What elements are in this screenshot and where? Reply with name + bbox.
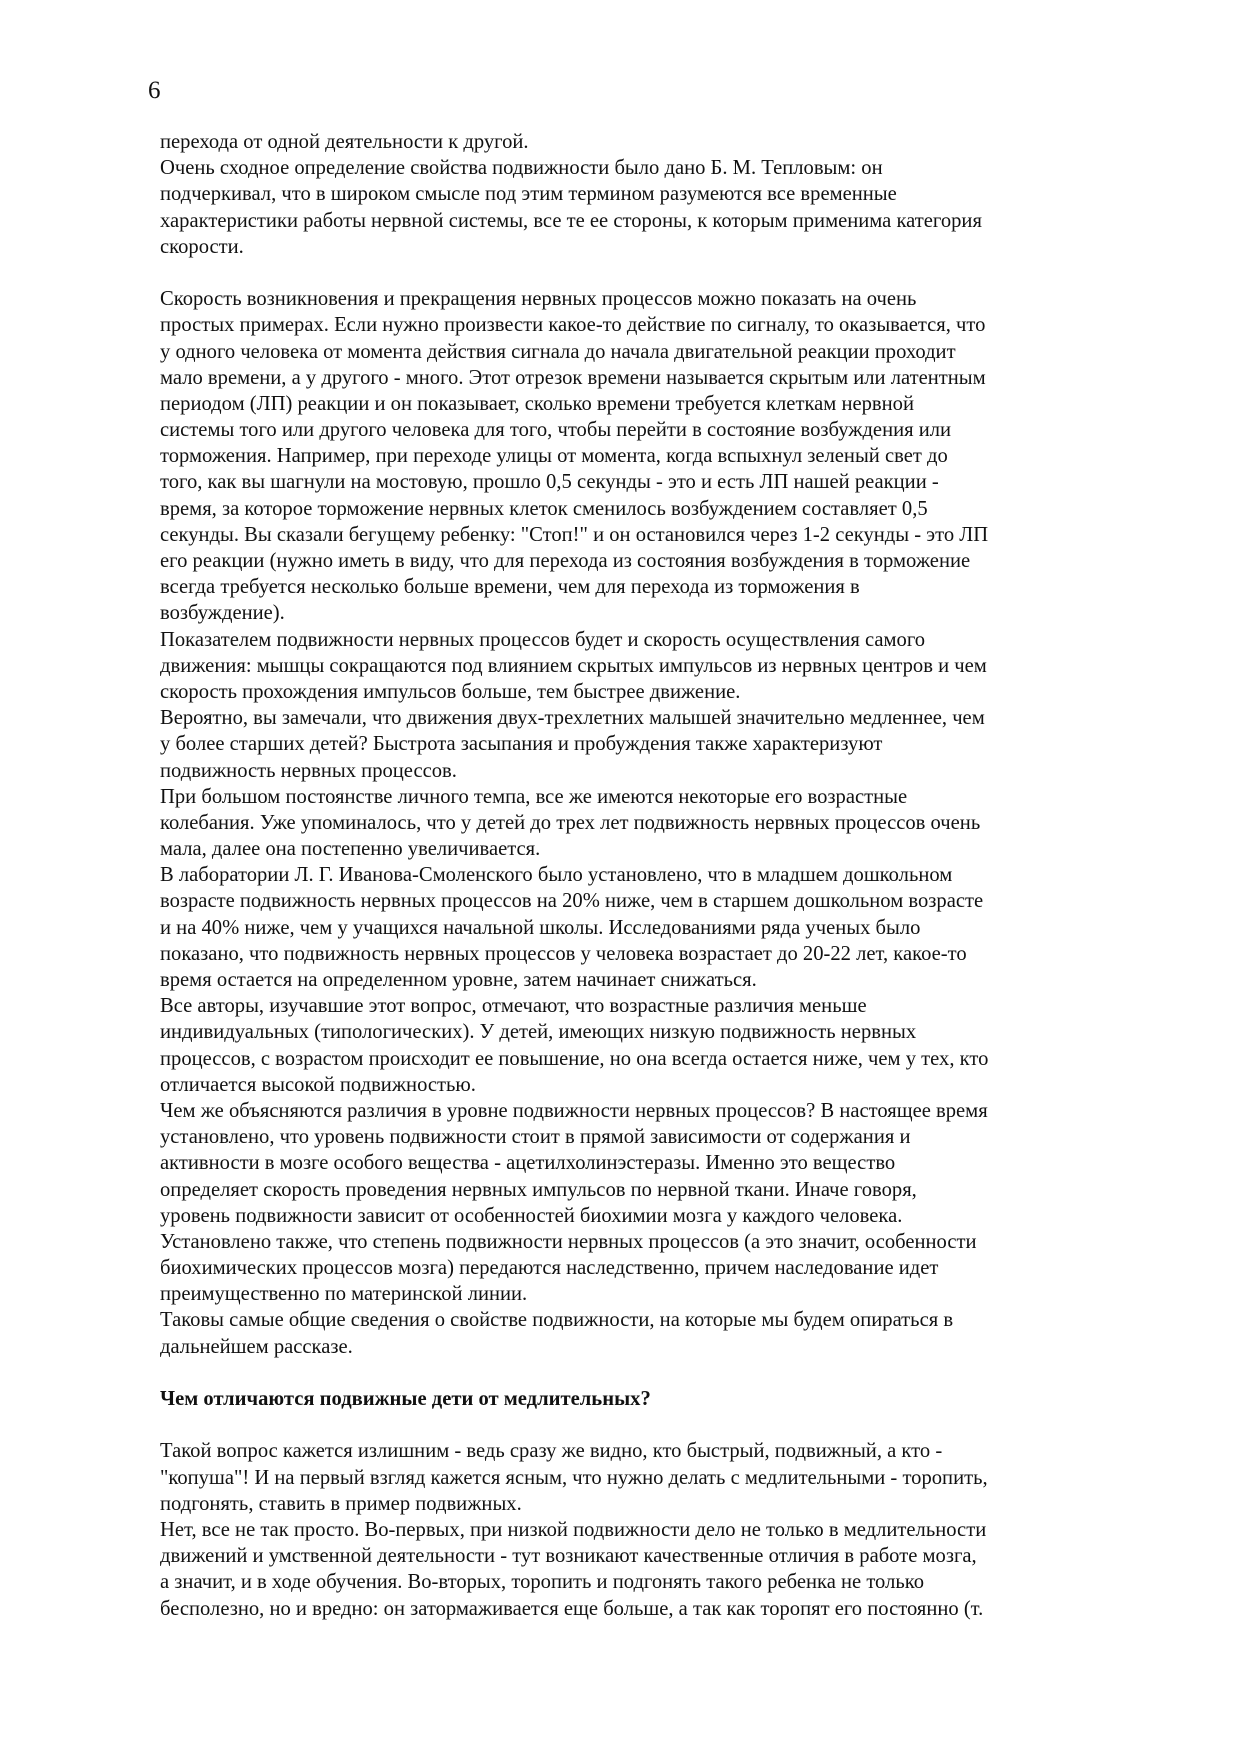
text-line: его реакции (нужно иметь в виду, что для перехода из состояния возбуждения в торможение	[160, 550, 971, 572]
page-number: 6	[148, 77, 161, 104]
text-line: Показателем подвижности нервных процессов будет и скорость осуществления самого	[160, 628, 926, 651]
text-line: активности в мозге особого вещества - ацетилхолинэстеразы. Именно это вещество	[160, 1152, 896, 1175]
section-heading	[160, 1386, 1100, 1412]
text-line: а значит, и в ходе обучения. Во-вторых, торопить и подгонять такого ребенка не только	[160, 1571, 924, 1594]
text-line: отличается высокой подвижностью.	[160, 1073, 476, 1096]
blank-line	[160, 260, 1100, 286]
text-line: Очень сходное определение свойства подвижности было дано Б. М. Тепловым: он	[160, 157, 883, 180]
text-line: подгонять, ставить в пример подвижных.	[160, 1492, 522, 1515]
text-line: характеристики работы нервной системы, все те ее стороны, к которым применима категория	[160, 209, 982, 232]
text-line: Вероятно, вы замечали, что движения двух-трехлетних малышей значительно медленнее, чем	[160, 707, 985, 730]
text-line: движения: мышцы сокращаются под влиянием скрытых импульсов из нервных центров и чем	[160, 654, 987, 677]
text-line: время остается на определенном уровне, затем начинает снижаться.	[160, 969, 757, 991]
text-line: Чем же объясняются различия в уровне подвижности нервных процессов? В настоящее время	[160, 1099, 988, 1122]
text-line: подчеркивал, что в широком смысле под этим термином разумеются все временные	[160, 183, 897, 206]
text-line: преимущественно по материнской линии.	[160, 1283, 528, 1306]
text-line: мала, далее она постепенно увеличивается.	[160, 838, 541, 861]
text-line: При большом постоянстве личного темпа, все же имеются некоторые его возрастные	[160, 785, 908, 808]
text-line: время, за которое торможение нервных клеток сменилось возбуждением составляет 0,5	[160, 497, 928, 520]
blank-line	[160, 1360, 1100, 1386]
text-line: Все авторы, изучавшие этот вопрос, отмечают, что возрастные различия меньше	[160, 995, 867, 1018]
text-line: колебания. Уже упоминалось, что у детей до трех лет подвижность нервных процессов очень	[160, 811, 981, 834]
text-line: того, как вы шагнули на мостовую, прошло 0,5 секунды - это и есть ЛП нашей реакции -	[160, 471, 939, 494]
text-line: возбуждение).	[160, 602, 285, 625]
text-line: дальнейшем рассказе.	[160, 1335, 353, 1358]
text-line: скорость прохождения импульсов больше, тем быстрее движение.	[160, 680, 741, 703]
text-line: "копуша"! И на первый взгляд кажется ясным, что нужно делать с медлительными - торопить,	[160, 1466, 988, 1489]
text-line: подвижность нервных процессов.	[160, 759, 457, 782]
paragraph-block	[160, 286, 1100, 1360]
text-line: у одного человека от момента действия сигнала до начала двигательной реакции проходит	[160, 340, 956, 363]
text-line: торможения. Например, при переходе улицы от момента, когда вспыхнул зеленый свет до	[160, 445, 948, 468]
text-line: у более старших детей? Быстрота засыпания и пробуждения также характеризуют	[160, 733, 883, 756]
text-line: определяет скорость проведения нервных импульсов по нервной ткани. Иначе говоря,	[160, 1178, 917, 1201]
text-line: возрасте подвижность нервных процессов на 20% ниже, чем в старшем дошкольном возрасте	[160, 890, 984, 913]
text-line: индивидуальных (типологических). У детей, имеющих низкую подвижность нервных	[160, 1021, 917, 1044]
text-line: простых примерах. Если нужно произвести какое-то действие по сигналу, то оказывается, что	[160, 314, 986, 337]
text-line: Такой вопрос кажется излишним - ведь сразу же видно, кто быстрый, подвижный, а кто -	[160, 1440, 943, 1463]
paragraph-block	[160, 1438, 1100, 1621]
text-line: уровень подвижности зависит от особенностей биохимии мозга у каждого человека.	[160, 1204, 903, 1227]
text-line: скорости.	[160, 235, 244, 258]
text-line: системы того или другого человека для того, чтобы перейти в состояние возбуждения или	[160, 419, 952, 442]
text-line: Таковы самые общие сведения о свойстве подвижности, на которые мы будем опираться в	[160, 1309, 954, 1332]
text-line: Установлено также, что степень подвижности нервных процессов (а это значит, особенности	[160, 1230, 977, 1253]
text-line: перехода от одной деятельности к другой.	[160, 131, 529, 153]
text-line: В лаборатории Л. Г. Иванова-Смоленского было установлено, что в младшем дошкольном	[160, 864, 953, 887]
text-line: Чем отличаются подвижные дети от медлительных?	[160, 1388, 651, 1410]
text-line: и на 40% ниже, чем у учащихся начальной школы. Исследованиями ряда ученых было	[160, 916, 921, 939]
text-line: мало времени, а у другого - много. Этот отрезок времени называется скрытым или латентным	[160, 366, 986, 389]
blank-line	[160, 1412, 1100, 1438]
text-line: Скорость возникновения и прекращения нервных процессов можно показать на очень	[160, 288, 917, 311]
text-line: движений и умственной деятельности - тут возникают качественные отличия в работе мозга,	[160, 1545, 977, 1568]
text-line: показано, что подвижность нервных процессов у человека возрастает до 20-22 лет, какое-то	[160, 942, 967, 965]
text-line: всегда требуется несколько больше времени, чем для перехода из торможения в	[160, 576, 860, 599]
text-line: установлено, что уровень подвижности стоит в прямой зависимости от содержания и	[160, 1126, 911, 1149]
text-line: биохимических процессов мозга) передаются наследственно, причем наследование идет	[160, 1257, 939, 1280]
text-line: периодом (ЛП) реакции и он показывает, сколько времени требуется клеткам нервной	[160, 392, 914, 415]
text-line: бесполезно, но и вредно: он затормаживается еще больше, а так как торопят его постоянно (т.	[160, 1597, 984, 1620]
document-body	[160, 129, 1100, 1622]
text-line: процессов, с возрастом происходит ее повышение, но она всегда остается ниже, чем у тех, кто	[160, 1047, 989, 1070]
paragraph-block	[160, 129, 1100, 260]
text-line: Нет, все не так просто. Во-первых, при низкой подвижности дело не только в медлительности	[160, 1518, 987, 1541]
text-line: секунды. Вы сказали бегущему ребенку: "Стоп!" и он остановился через 1-2 секунды - это ЛП	[160, 523, 989, 546]
